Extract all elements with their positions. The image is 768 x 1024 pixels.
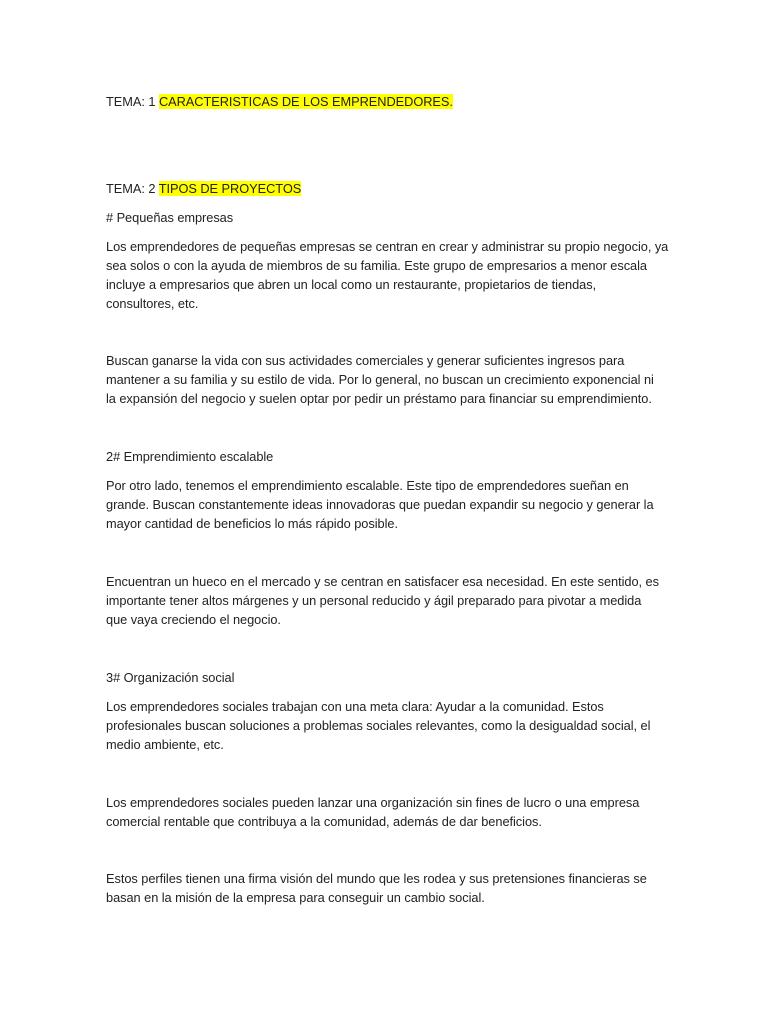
paragraph-line: Los emprendedores sociales trabajan con una meta clara: Ayudar a la comunidad. Estos bbox=[106, 699, 604, 714]
paragraph-line: incluye a empresarios que abren un local como un restaurante, propietarios de tiendas, bbox=[106, 277, 597, 292]
topic-1-prefix: TEMA: 1 bbox=[106, 94, 159, 109]
paragraph-line: la expansión del negocio y suelen optar por pedir un préstamo para financiar su emprendimiento. bbox=[106, 391, 652, 406]
paragraph-line: profesionales buscan soluciones a problemas sociales relevantes, como la desigualdad social, el bbox=[106, 718, 651, 733]
topic-2-heading bbox=[106, 179, 666, 198]
paragraph-line: grande. Buscan constantemente ideas innovadoras que puedan expandir su negocio y generar la bbox=[106, 497, 654, 512]
section-heading-social: 3# Organización social bbox=[106, 670, 235, 685]
paragraph-line: Estos perfiles tienen una firma visión del mundo que les rodea y sus pretensiones financieras se bbox=[106, 871, 647, 886]
section-heading-scalable: 2# Emprendimiento escalable bbox=[106, 449, 274, 464]
paragraph-line: basan en la misión de la empresa para conseguir un cambio social. bbox=[106, 890, 485, 905]
topic-2-prefix: TEMA: 2 bbox=[106, 181, 159, 196]
paragraph-line: medio ambiente, etc. bbox=[106, 737, 224, 752]
topic-1-highlight: CARACTERISTICAS DE LOS EMPRENDEDORES. bbox=[158, 94, 453, 109]
paragraph-line: Los emprendedores de pequeñas empresas se centran en crear y administrar su propio negocio, ya bbox=[106, 239, 669, 254]
paragraph-line: mayor cantidad de beneficios lo más rápido posible. bbox=[106, 516, 398, 531]
paragraph-line: Por otro lado, tenemos el emprendimiento escalable. Este tipo de emprendedores sueñan en bbox=[106, 478, 629, 493]
paragraph-line: consultores, etc. bbox=[106, 296, 199, 311]
paragraph-line: comercial rentable que contribuya a la comunidad, además de dar beneficios. bbox=[106, 814, 542, 829]
paragraph-line: Los emprendedores sociales pueden lanzar una organización sin fines de lucro o una empresa bbox=[106, 795, 640, 810]
topic-1-heading bbox=[106, 92, 666, 111]
paragraph-line: sea solos o con la ayuda de miembros de su familia. Este grupo de empresarios a menor escala bbox=[106, 258, 647, 273]
paragraph-line: Buscan ganarse la vida con sus actividades comerciales y generar suficientes ingresos para bbox=[106, 353, 625, 368]
section-heading-small-business: # Pequeñas empresas bbox=[106, 210, 234, 225]
paragraph-line: importante tener altos márgenes y un personal reducido y ágil preparado para pivotar a medida bbox=[106, 593, 642, 608]
paragraph-line: mantener a su familia y su estilo de vida. Por lo general, no buscan un crecimiento exponencial ni bbox=[106, 372, 654, 387]
paragraph-line: que vaya creciendo el negocio. bbox=[106, 612, 281, 627]
paragraph-line: Encuentran un hueco en el mercado y se centran en satisfacer esa necesidad. En este sentido, es bbox=[106, 574, 659, 589]
topic-2-highlight: TIPOS DE PROYECTOS bbox=[158, 181, 302, 196]
